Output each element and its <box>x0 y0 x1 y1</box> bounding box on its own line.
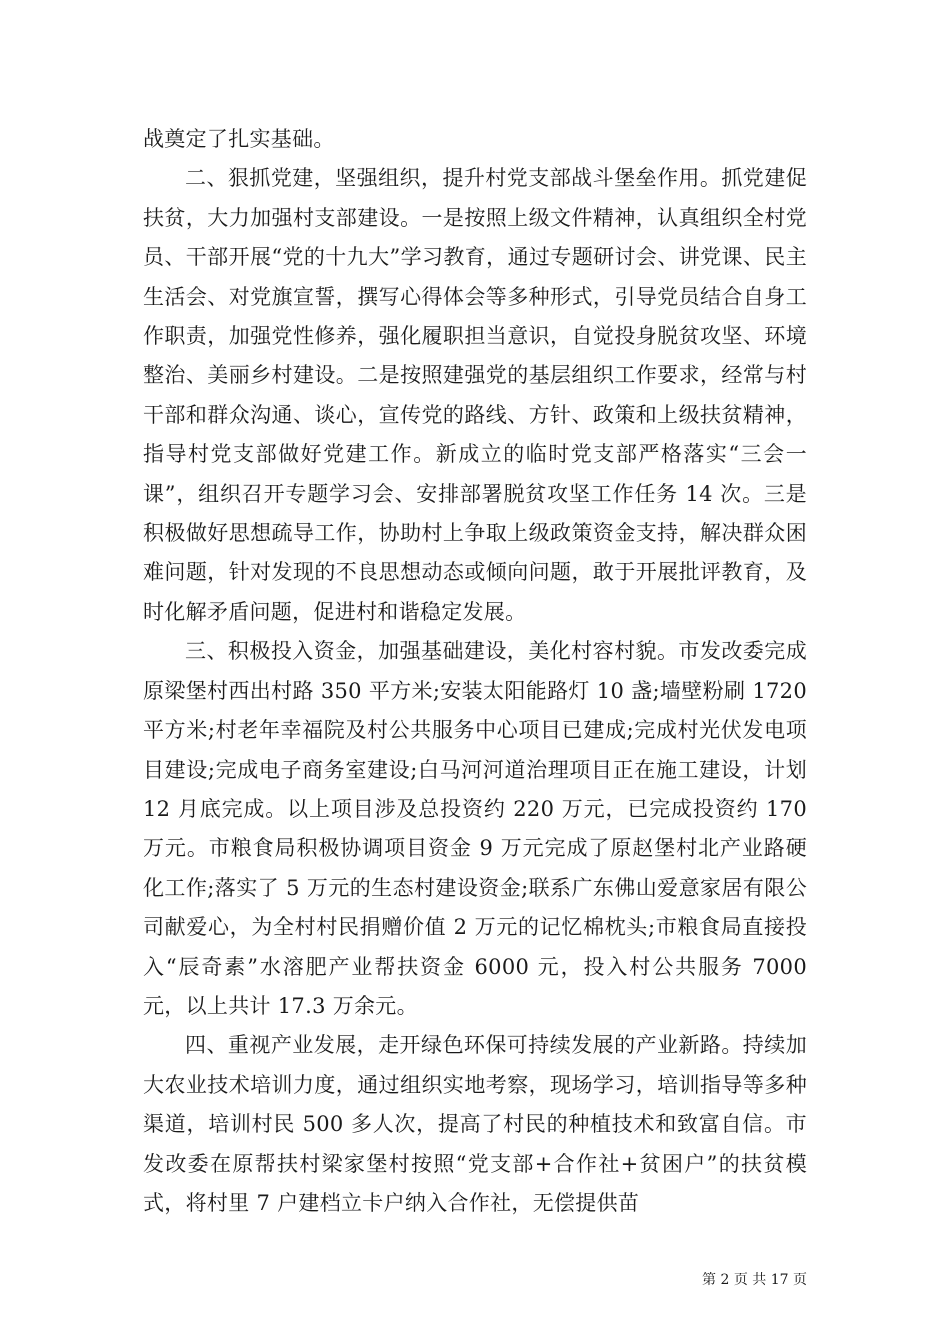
paragraph-industry-development: 四、重视产业发展，走开绿色环保可持续发展的产业新路。持续加大农业技术培训力度，通过组织实地考察，现场学习，培训指导等多种渠道，培训村民 500 多人次，提高了村民的种植技术和致富自信。市发改委在原帮扶村梁家堡村按照“党支部+合作社+贫困户”的扶贫模式，将村里 7 户建档立卡户纳入合作社，无偿提供苗 <box>143 1033 807 1215</box>
page-number-footer: 第 2 页 共 17 页 <box>702 1272 807 1288</box>
paragraph-continuation: 战奠定了扎实基础。 <box>143 127 335 151</box>
document-body <box>143 120 807 1223</box>
paragraph-infrastructure-investment: 三、积极投入资金，加强基础建设，美化村容村貌。市发改委完成原梁堡村西出村路 350 平方米;安装太阳能路灯 10 盏;墙壁粉刷 1720 平方米;村老年幸福院及村公共服务中心项目已建成;完成村光伏发电项目建设;完成电子商务室建设;白马河河道治理项目正在施工建设，计划 12 月底完成。以上项目涉及总投资约 220 万元，已完成投资约 170 万元。市粮食局积极协调项目资金 9 万元完成了原赵堡村北产业路硬化工作;落实了 5 万元的生态村建设资金;联系广东佛山爱意家居有限公司献爱心，为全村村民捐赠价值 2 万元的记忆棉枕头;市粮食局直接投入“辰奇素”水溶肥产业帮扶资金 6000 元，投入村公共服务 7000 元，以上共计 17.3 万余元。 <box>143 639 807 1018</box>
paragraph-party-building: 二、狠抓党建，坚强组织，提升村党支部战斗堡垒作用。抓党建促扶贫，大力加强村支部建设。一是按照上级文件精神，认真组织全村党员、干部开展“党的十九大”学习教育，通过专题研讨会、讲党课、民主生活会、对党旗宣誓，撰写心得体会等多种形式，引导党员结合自身工作职责，加强党性修养，强化履职担当意识，自觉投身脱贫攻坚、环境整治、美丽乡村建设。二是按照建强党的基层组织工作要求，经常与村干部和群众沟通、谈心，宣传党的路线、方针、政策和上级扶贫精神，指导村党支部做好党建工作。新成立的临时党支部严格落实“三会一课”，组织召开专题学习会、安排部署脱贫攻坚工作任务 14 次。三是积极做好思想疏导工作，协助村上争取上级政策资金支持，解决群众困难问题，针对发现的不良思想动态或倾向问题，敢于开展批评教育，及时化解矛盾问题，促进村和谐稳定发展。 <box>143 166 807 624</box>
